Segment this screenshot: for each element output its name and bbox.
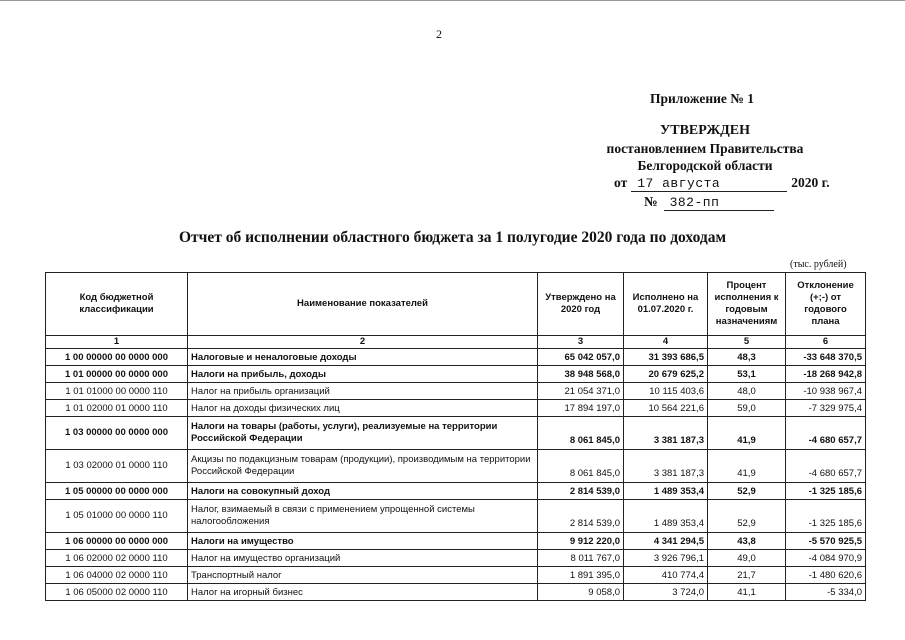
row-percent: 48,0 [708, 383, 786, 400]
row-code: 1 06 04000 02 0000 110 [46, 567, 188, 584]
approved-title: УТВЕРЖДЕН [659, 123, 751, 138]
row-approved: 17 894 197,0 [538, 400, 624, 417]
index-cell: 1 [46, 336, 188, 349]
index-cell: 4 [624, 336, 708, 349]
row-code: 1 05 01000 00 0000 110 [46, 500, 188, 533]
table-row [46, 383, 866, 400]
row-percent: 53,1 [708, 366, 786, 383]
row-name: Налог на игорный бизнес [188, 584, 538, 601]
page-top-edge [0, 0, 905, 1]
row-approved: 8 061 845,0 [538, 450, 624, 483]
row-code: 1 06 02000 02 0000 110 [46, 550, 188, 567]
index-cell: 2 [188, 336, 538, 349]
approval-date-line [614, 175, 830, 192]
index-cell: 3 [538, 336, 624, 349]
report-title: Отчет об исполнении областного бюджета за 1 полугодие 2020 года по доходам [178, 229, 727, 246]
row-code: 1 05 00000 00 0000 000 [46, 483, 188, 500]
row-name: Налог на прибыль организаций [188, 383, 538, 400]
row-name: Акцизы по подакцизным товарам (продукции), производимым на территории Российской Федерации [188, 450, 538, 483]
units-label: (тыс. рублей) [790, 259, 847, 270]
row-percent: 21,7 [708, 567, 786, 584]
row-approved: 38 948 568,0 [538, 366, 624, 383]
row-approved: 8 061 845,0 [538, 417, 624, 450]
row-deviation: -18 268 942,8 [786, 366, 866, 383]
row-name: Налоги на прибыль, доходы [188, 366, 538, 383]
header-executed: Исполнено на 01.07.2020 г. [624, 273, 708, 336]
row-code: 1 01 01000 00 0000 110 [46, 383, 188, 400]
date-prefix: от [614, 175, 628, 190]
row-name: Налог, взимаемый в связи с применением упрощенной системы налогообложения [188, 500, 538, 533]
row-percent: 52,9 [708, 500, 786, 533]
row-approved: 9 912 220,0 [538, 533, 624, 550]
table-row [46, 567, 866, 584]
header-deviation: Отклонение (+;-) от годового плана [786, 273, 866, 336]
row-deviation: -4 084 970,9 [786, 550, 866, 567]
row-executed: 20 679 625,2 [624, 366, 708, 383]
row-deviation: -5 334,0 [786, 584, 866, 601]
table-row [46, 400, 866, 417]
header-approved: Утверждено на 2020 год [538, 273, 624, 336]
date-underline [631, 175, 787, 192]
row-deviation: -1 480 620,6 [786, 567, 866, 584]
row-approved: 2 814 539,0 [538, 483, 624, 500]
row-executed: 3 926 796,1 [624, 550, 708, 567]
table-header-row [46, 273, 866, 336]
index-cell: 5 [708, 336, 786, 349]
row-percent: 43,8 [708, 533, 786, 550]
row-name: Налоги на имущество [188, 533, 538, 550]
row-deviation: -7 329 975,4 [786, 400, 866, 417]
row-percent: 41,1 [708, 584, 786, 601]
row-percent: 48,3 [708, 349, 786, 366]
row-approved: 8 011 767,0 [538, 550, 624, 567]
row-code: 1 01 02000 01 0000 110 [46, 400, 188, 417]
index-cell: 6 [786, 336, 866, 349]
row-executed: 10 115 403,6 [624, 383, 708, 400]
row-deviation: -33 648 370,5 [786, 349, 866, 366]
header-code: Код бюджетной классификации [46, 273, 188, 336]
row-executed: 10 564 221,6 [624, 400, 708, 417]
table-row [46, 366, 866, 383]
row-percent: 52,9 [708, 483, 786, 500]
row-name: Налоги на совокупный доход [188, 483, 538, 500]
row-code: 1 03 00000 00 0000 000 [46, 417, 188, 450]
number-prefix: № [644, 194, 658, 209]
row-percent: 41,9 [708, 450, 786, 483]
table-row [46, 483, 866, 500]
row-approved: 21 054 371,0 [538, 383, 624, 400]
approved-line-2: Белгородской области [637, 158, 773, 173]
row-percent: 49,0 [708, 550, 786, 567]
row-executed: 1 489 353,4 [624, 483, 708, 500]
page-number: 2 [436, 27, 442, 41]
row-deviation: -10 938 967,4 [786, 383, 866, 400]
row-code: 1 06 00000 00 0000 000 [46, 533, 188, 550]
row-percent: 41,9 [708, 417, 786, 450]
annex-label: Приложение № 1 [650, 91, 754, 106]
row-executed: 4 341 294,5 [624, 533, 708, 550]
row-code: 1 06 05000 02 0000 110 [46, 584, 188, 601]
table-row [46, 550, 866, 567]
row-percent: 59,0 [708, 400, 786, 417]
row-executed: 410 774,4 [624, 567, 708, 584]
row-name: Налог на имущество организаций [188, 550, 538, 567]
row-approved: 9 058,0 [538, 584, 624, 601]
revenue-table [45, 272, 866, 601]
row-executed: 3 381 187,3 [624, 417, 708, 450]
row-approved: 1 891 395,0 [538, 567, 624, 584]
row-executed: 1 489 353,4 [624, 500, 708, 533]
row-code: 1 03 02000 01 0000 110 [46, 450, 188, 483]
header-percent: Процент исполнения к годовым назначениям [708, 273, 786, 336]
row-deviation: -1 325 185,6 [786, 483, 866, 500]
row-executed: 31 393 686,5 [624, 349, 708, 366]
table-index-row [46, 336, 866, 349]
row-deviation: -4 680 657,7 [786, 450, 866, 483]
row-approved: 65 042 057,0 [538, 349, 624, 366]
row-name: Транспортный налог [188, 567, 538, 584]
date-value: 17 августа [637, 176, 721, 191]
row-approved: 2 814 539,0 [538, 500, 624, 533]
table-row [46, 450, 866, 483]
table-row [46, 584, 866, 601]
row-deviation: -4 680 657,7 [786, 417, 866, 450]
number-underline [664, 194, 774, 211]
table-row [46, 349, 866, 366]
approved-line-1: постановлением Правительства [606, 140, 804, 156]
table-row [46, 417, 866, 450]
row-deviation: -5 570 925,5 [786, 533, 866, 550]
row-executed: 3 381 187,3 [624, 450, 708, 483]
table-body [46, 349, 866, 601]
row-name: Налог на доходы физических лиц [188, 400, 538, 417]
row-name: Налоговые и неналоговые доходы [188, 349, 538, 366]
row-code: 1 01 00000 00 0000 000 [46, 366, 188, 383]
row-executed: 3 724,0 [624, 584, 708, 601]
number-value: 382-пп [669, 195, 720, 210]
row-name: Налоги на товары (работы, услуги), реализуемые на территории Российской Федерации [188, 417, 538, 450]
date-year: 2020 г. [791, 175, 830, 190]
header-name: Наименование показателей [188, 273, 538, 336]
row-deviation: -1 325 185,6 [786, 500, 866, 533]
table-row [46, 533, 866, 550]
approval-number-line [644, 194, 774, 211]
row-code: 1 00 00000 00 0000 000 [46, 349, 188, 366]
approval-block [560, 122, 850, 175]
table-row [46, 500, 866, 533]
